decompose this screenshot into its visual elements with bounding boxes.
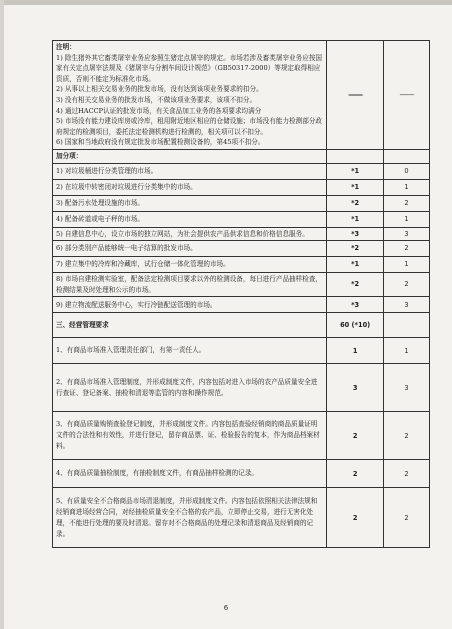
scan-edge-top [0,0,452,5]
plus-item-text: 7) 建立集中的冷库和冷藏库，试行仓储一体化管理的市场。 [53,257,327,273]
plus-item-check: 0 [383,163,429,179]
requirement-score: 2 [327,460,384,488]
plus-item-check: 2 [383,195,429,211]
notes-title: 注明： [56,43,76,51]
notes-check-cell [383,41,429,150]
notes-score-cell [327,41,384,150]
section-header-row [53,313,430,338]
requirement-row [53,488,430,548]
requirement-row [53,460,430,488]
plus-item-text: 5) 自建信息中心，设立市场的独立网站，为社会提供农产品供求信息和价格信息服务。 [53,227,327,241]
plus-item-row [53,163,430,179]
requirement-score: 2 [327,488,384,548]
plus-item-score: *2 [327,195,384,211]
note-line: 2) 从事以上相关交易业务的批发市场，没有达到该项业务要求的扣分。 [56,85,263,94]
requirement-check: 3 [383,364,429,412]
plus-item-score: *2 [327,241,384,257]
plus-title-row [53,149,430,163]
plus-item-check: 1 [383,211,429,227]
plus-item-score: *2 [327,273,384,297]
plus-item-text: 2) 在垃圾中转密闭对垃圾进行分类集中的市场。 [53,179,327,195]
requirement-row [53,412,430,460]
requirement-score: 3 [327,364,384,412]
plus-item-row [53,297,430,313]
plus-item-check: 3 [383,297,429,313]
plus-item-score: *1 [327,257,384,273]
plus-item-text: 8) 市场自建检测实验室，配备法定检测项目要求以外的检测设备，每日进行产品抽样检查，检测结果及时处理和公示的市场。 [53,273,327,297]
note-line: 5) 市场没有能力建设库房或冷库，租用附近地区相应的仓储设施；市场没有能力检测部分政府规定的检测项目，委托法定检测机构进行检测的，相关项可以不扣分。 [56,117,323,136]
plus-item-check: 3 [383,227,429,241]
requirement-row [53,338,430,364]
plus-item-text: 9) 建立物流配送服务中心，实行冷链配送管理的市场。 [53,297,327,313]
plus-item-score: *3 [327,297,384,313]
requirement-check: 1 [383,338,429,364]
plus-title: 加分项： [56,151,83,160]
plus-item-row [53,257,430,273]
plus-item-row [53,195,430,211]
plus-item-text: 4) 配备砖道或电子秤的市场。 [53,211,327,227]
notes-score-dash: —— [348,89,363,99]
plus-item-score: *1 [327,179,384,195]
plus-item-check: 2 [383,273,429,297]
section-score: 60 (*10) [327,313,384,338]
note-line: 1) 除生猪外其它畜类屠宰业务应参照生猪定点屠宰的规定。市场若涉及畜类屠宰业务应按国家有关定点屠宰法规及《猪屠宰与分割车间设计规范》（GB50317-2000）等规定取得相应资质，否则不能定为标准化市场。 [56,53,323,83]
scan-edge-left [0,0,4,629]
section-check [383,313,429,338]
plus-item-row [53,227,430,241]
requirement-check: 2 [383,460,429,488]
requirement-check: 2 [383,412,429,460]
page-number: 6 [223,604,229,612]
plus-item-row [53,179,430,195]
requirement-text: 3、有商品质量购销查验登记制度，并形成制度文件。内容包括查验经销商的商品质量证明文件的合法性和有效性，并进行登记，留存商品票、证、检验报告的复本，作为商品档案材料。 [53,412,327,460]
note-line: 3) 没有相关交易业务的批发市场，不做该项业务要求，该项不扣分。 [56,95,257,104]
plus-item-text: 6) 部分类別产品能够统一电子结算的批发市场。 [53,241,327,257]
plus-title-check [383,149,429,163]
plus-item-text: 1) 对垃圾桶进行分类管理的市场。 [53,163,327,179]
note-line: 4) 通过HACCP认证的批发市场，有关食品加工业务的各项要求均满分 [56,106,262,115]
requirement-score: 2 [327,412,384,460]
plus-item-check: 2 [383,241,429,257]
requirement-text: 5、有质量安全不合格商品市场清退制度，并形成制度文件。内容包括依照相关法律法规和经销商进场经营合同，对经抽检质量安全不合格的农产品，立即停止交易，进行无害化处理，不能进行处理的要及时清退。留存对不合格商品的处理记录和清退商品及经销商的记录。 [53,488,327,548]
plus-title-score [327,149,384,163]
notes-cell [53,41,327,150]
notes-row [53,41,430,150]
requirement-text: 2、有商品市场准入管理制度，并形成制度文件，内容包括对进入市场的农产品质量安全进行查证、登记备案、抽检和清退等监管的内容和操作规范。 [53,364,327,412]
plus-item-text: 3) 配备污水处理设施的市场。 [53,195,327,211]
plus-item-check: 1 [383,179,429,195]
note-line: 6) 国家和当地政府没有规定批发市场配置检测设备的，第45项不扣分。 [56,138,265,147]
plus-item-score: *1 [327,211,384,227]
plus-item-row [53,211,430,227]
requirement-text: 4、有商品质量抽检制度，有抽检制度文件，有商品抽样检测的记录。 [53,460,327,488]
plus-title-cell [53,149,327,163]
requirement-score: 1 [327,338,384,364]
plus-item-score: *1 [327,163,384,179]
plus-item-score: *3 [327,227,384,241]
plus-item-row [53,273,430,297]
requirement-check: 2 [383,488,429,548]
notes-check-dash: —— [399,89,414,99]
requirement-text: 1、有商品市场准入管理责任部门，有第一责任人。 [53,338,327,364]
evaluation-table [52,40,430,548]
requirement-row [53,364,430,412]
section-title: 三、经营管理要求 [53,313,327,338]
plus-item-check: 1 [383,257,429,273]
plus-item-row [53,241,430,257]
